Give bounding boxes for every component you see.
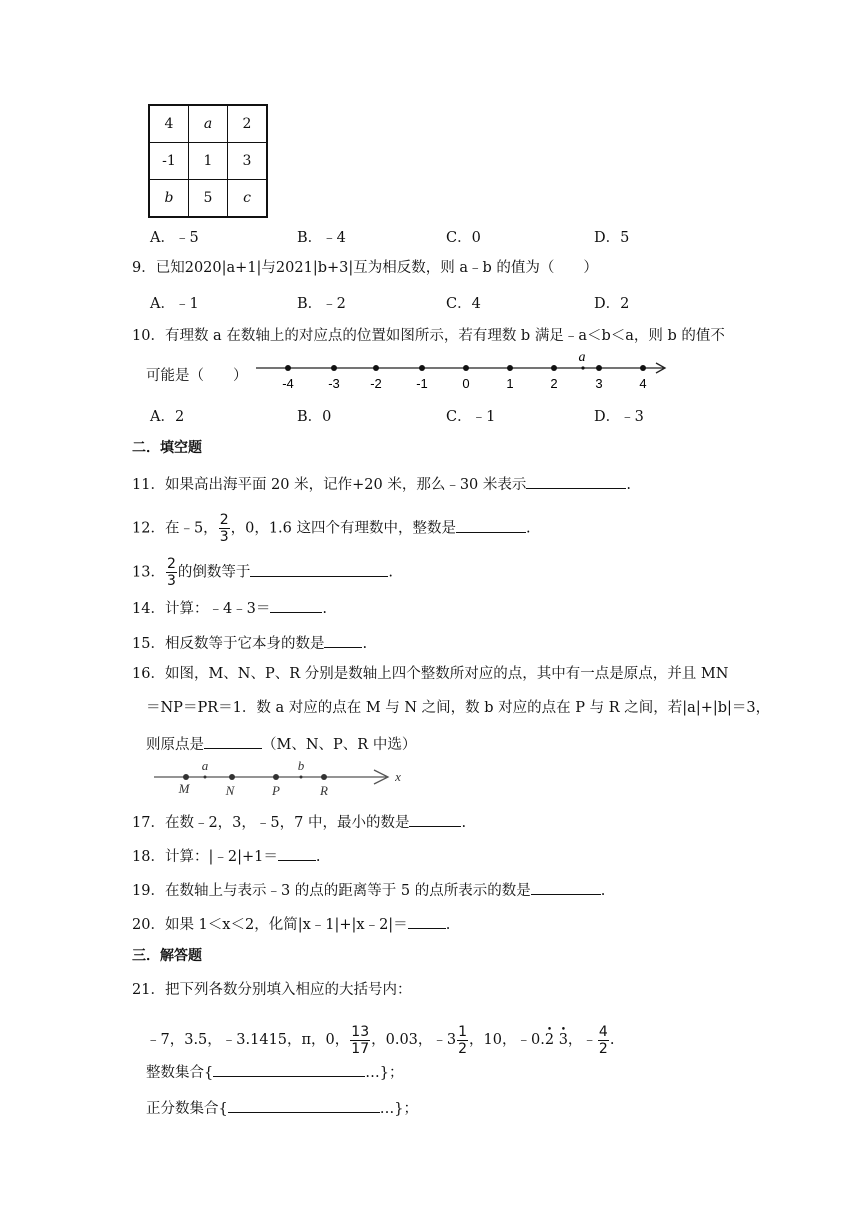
tick-label: -4 xyxy=(282,376,294,391)
q13-text: 的倒数等于 xyxy=(177,564,251,581)
q17-answer-blank[interactable] xyxy=(409,810,461,827)
q20-end: . xyxy=(445,917,451,933)
q14 xyxy=(132,596,327,619)
set-end: …}； xyxy=(379,1101,418,1117)
q18 xyxy=(132,844,320,867)
fraction-4-2 xyxy=(598,1024,609,1057)
point-a-dot xyxy=(204,776,207,779)
q12-pre: 在﹣5， xyxy=(164,520,218,537)
q16-number-line xyxy=(148,758,408,798)
integer-set-label: 整数集合{ xyxy=(146,1065,214,1081)
q8-option-a: A．﹣5 xyxy=(150,230,199,246)
repeating-digit: • 3 xyxy=(559,1022,568,1058)
q21-positive-fraction-set xyxy=(146,1096,418,1119)
q16-number: 16． xyxy=(132,666,165,682)
q15-number: 15． xyxy=(132,636,165,652)
q19 xyxy=(132,878,605,901)
q14-text: 计算：﹣4﹣3＝ xyxy=(164,601,271,617)
q12-post: ，0，1.6 这四个有理数中，整数是 xyxy=(230,520,457,537)
q12-answer-blank[interactable] xyxy=(456,516,526,533)
q21-stem xyxy=(132,980,411,1000)
grid-cell: 3 xyxy=(228,143,268,180)
point-a-label: a xyxy=(201,758,209,773)
q13-number: 13． xyxy=(132,564,165,581)
q13 xyxy=(132,556,393,589)
point-a-label: a xyxy=(578,350,586,365)
number-list-part: ，﹣ xyxy=(567,1032,597,1048)
fraction-denominator: 17 xyxy=(351,1040,370,1057)
q17-number: 17． xyxy=(132,815,165,831)
tick-label: 0 xyxy=(462,376,470,391)
repeating-digit: • 2 xyxy=(545,1022,554,1058)
tick-dot xyxy=(463,365,469,371)
tick-dot xyxy=(331,365,337,371)
fraction-numerator: 13 xyxy=(351,1023,370,1040)
q21-integer-set xyxy=(146,1060,403,1083)
fraction-denominator: 2 xyxy=(458,1040,468,1057)
q9-text: 已知2020|a+1|与2021|b+3|互为相反数，则 a﹣b 的值为（ ） xyxy=(155,260,598,276)
q13-fraction xyxy=(166,556,177,589)
q17-end: . xyxy=(461,815,467,831)
q8-option-d: D．5 xyxy=(594,230,630,246)
number-grid xyxy=(148,104,268,218)
fraction-numerator: 1 xyxy=(458,1023,468,1040)
q14-end: . xyxy=(322,601,328,617)
grid-cell: 2 xyxy=(228,105,268,143)
grid-cell: -1 xyxy=(149,143,189,180)
q8-option-c: C．0 xyxy=(446,230,481,246)
q9-option-a: A．﹣1 xyxy=(150,296,199,312)
grid-cell: b xyxy=(149,180,189,218)
tick-label: -1 xyxy=(416,376,428,391)
point-b-dot xyxy=(300,776,303,779)
grid-cell: 4 xyxy=(149,105,189,143)
section-heading-solve: 三．解答题 xyxy=(132,948,202,964)
q10-option-d: D．﹣3 xyxy=(594,409,644,425)
q16-text-line3-pre: 则原点是 xyxy=(146,737,204,753)
q15-answer-blank[interactable] xyxy=(324,631,362,648)
q16-answer-blank[interactable] xyxy=(204,732,262,749)
q14-answer-blank[interactable] xyxy=(270,596,322,613)
q21-number-list xyxy=(146,1022,614,1058)
tick-label: -3 xyxy=(328,376,340,391)
q13-answer-blank[interactable] xyxy=(250,560,388,577)
q12-end: . xyxy=(526,520,531,537)
q11-end: . xyxy=(626,477,631,493)
q16-line3 xyxy=(146,732,416,755)
q21-text: 把下列各数分别填入相应的大括号内： xyxy=(164,982,412,998)
q18-number: 18． xyxy=(132,849,165,865)
q16-text-line2: ＝NP＝PR＝1．数 a 对应的点在 M 与 N 之间，数 b 对应的点在 P 与 R 之间，若|a|+|b|＝3， xyxy=(146,700,771,716)
point-n-dot xyxy=(229,774,235,780)
tick-label: 1 xyxy=(506,376,514,391)
q10-text-line1: 有理数 a 在数轴上的对应点的位置如图所示，若有理数 b 满足﹣a＜b＜a，则 b 的值不 xyxy=(164,328,725,344)
number-list-part: . xyxy=(609,1032,615,1048)
q9-option-d: D．2 xyxy=(594,296,630,312)
q8-option-b: B．﹣4 xyxy=(297,230,346,246)
section-heading-fill-in: 二．填空题 xyxy=(132,440,202,456)
q11-text: 如果高出海平面 20 米，记作+20 米，那么﹣30 米表示 xyxy=(164,477,527,493)
axis-x-label: x xyxy=(395,769,401,784)
grid-cell: a xyxy=(189,105,228,143)
tick-dot xyxy=(551,365,557,371)
q10-option-b: B．0 xyxy=(297,409,332,425)
q11-answer-blank[interactable] xyxy=(526,472,626,489)
q19-number: 19． xyxy=(132,883,165,899)
tick-dot xyxy=(285,365,291,371)
fraction-denominator: 3 xyxy=(166,573,176,589)
point-n-label: N xyxy=(225,783,235,798)
q20-text: 如果 1＜x＜2，化简|x﹣1|+|x﹣2|＝ xyxy=(164,917,408,933)
q18-end: . xyxy=(315,849,321,865)
fraction-13-17 xyxy=(350,1024,370,1057)
integer-set-blank[interactable] xyxy=(213,1060,365,1077)
tick-label: -2 xyxy=(370,376,382,391)
tick-label: 3 xyxy=(595,376,603,391)
q9-option-c: C．4 xyxy=(446,296,481,312)
q19-text: 在数轴上与表示﹣3 的点的距离等于 5 的点所表示的数是 xyxy=(164,883,531,899)
positive-fraction-set-blank[interactable] xyxy=(228,1096,380,1113)
q15 xyxy=(132,631,367,654)
q19-end: . xyxy=(600,883,606,899)
number-list-part: ，0.03，﹣3 xyxy=(371,1032,457,1048)
q10-stem xyxy=(132,326,725,346)
q17-text: 在数﹣2，3，﹣5，7 中，最小的数是 xyxy=(164,815,410,831)
q12 xyxy=(132,512,531,545)
q9-number: 9． xyxy=(132,260,156,276)
tick-dot xyxy=(373,365,379,371)
q12-fraction xyxy=(219,512,230,545)
q19-answer-blank[interactable] xyxy=(531,878,601,895)
q10-text-line2: 可能是（ ） xyxy=(146,368,248,384)
point-b-label: b xyxy=(297,758,305,773)
grid-cell: 5 xyxy=(189,180,228,218)
fraction-1-2 xyxy=(457,1024,468,1057)
point-m-dot xyxy=(183,774,189,780)
q18-text: 计算：|﹣2|+1＝ xyxy=(164,849,278,865)
q17 xyxy=(132,810,466,833)
tick-dot xyxy=(507,365,513,371)
tick-label: 4 xyxy=(639,376,647,391)
q15-text: 相反数等于它本身的数是 xyxy=(164,636,325,652)
q18-answer-blank[interactable] xyxy=(278,844,316,861)
q9-option-b: B．﹣2 xyxy=(297,296,346,312)
fraction-numerator: 4 xyxy=(598,1023,608,1040)
number-list-part: ﹣7，3.5，﹣3.1415，π，0， xyxy=(146,1032,350,1048)
point-r-label: R xyxy=(320,783,328,798)
positive-fraction-set-label: 正分数集合{ xyxy=(146,1101,228,1117)
q13-end: . xyxy=(388,564,393,581)
tick-label: 2 xyxy=(550,376,558,391)
point-r-dot xyxy=(321,774,327,780)
grid-cell: c xyxy=(228,180,268,218)
q20-answer-blank[interactable] xyxy=(408,912,446,929)
q15-end: . xyxy=(362,636,368,652)
tick-dot xyxy=(640,365,646,371)
grid-cell: 1 xyxy=(189,143,228,180)
q11-number: 11． xyxy=(132,477,165,493)
q11 xyxy=(132,472,631,495)
point-a-dot xyxy=(581,366,584,369)
q14-number: 14． xyxy=(132,601,165,617)
q21-number: 21． xyxy=(132,982,165,998)
point-m-label: M xyxy=(178,781,190,796)
q9-stem xyxy=(132,258,598,278)
q10-number-line xyxy=(252,350,672,394)
fraction-numerator: 2 xyxy=(166,556,176,572)
q16-line1 xyxy=(132,664,728,684)
q12-number: 12． xyxy=(132,520,165,537)
number-list-part: ，10，﹣0. xyxy=(469,1032,545,1048)
point-p-dot xyxy=(273,774,279,780)
q16-text-line3-post: （M、N、P、R 中选） xyxy=(262,737,417,753)
tick-dot xyxy=(419,365,425,371)
q16-text-line1: 如图，M、N、P、R 分别是数轴上四个整数所对应的点，其中有一点是原点，并且 MN xyxy=(164,666,729,682)
fraction-denominator: 2 xyxy=(598,1040,608,1057)
set-end: …}； xyxy=(365,1065,404,1081)
point-p-label: P xyxy=(272,783,280,798)
q20-number: 20． xyxy=(132,917,165,933)
q10-option-a: A．2 xyxy=(150,409,185,425)
q10-option-c: C．﹣1 xyxy=(446,409,496,425)
q10-number: 10． xyxy=(132,328,165,344)
tick-dot xyxy=(596,365,602,371)
fraction-numerator: 2 xyxy=(219,512,229,528)
fraction-denominator: 3 xyxy=(219,529,229,545)
q20 xyxy=(132,912,450,935)
